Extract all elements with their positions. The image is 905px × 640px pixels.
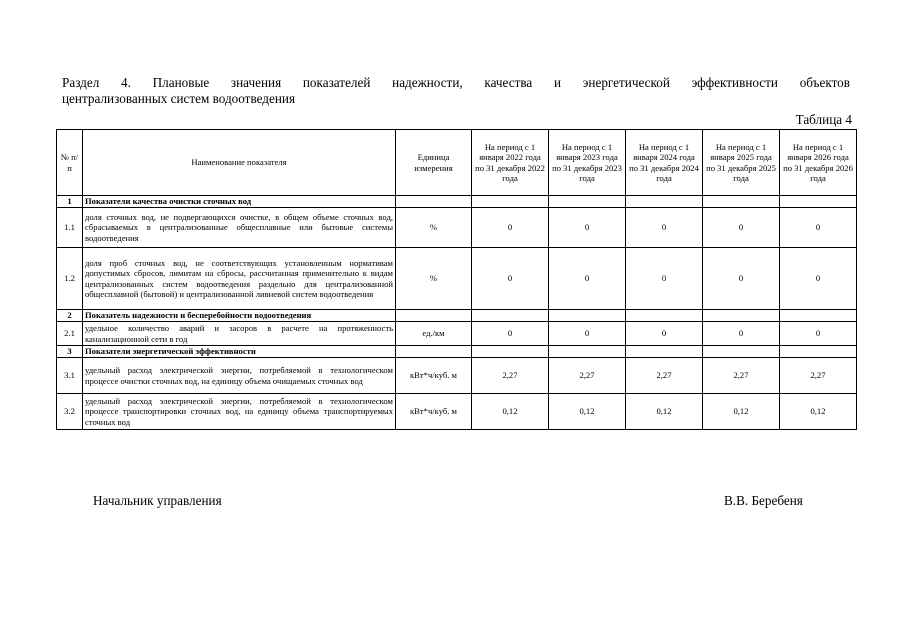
row-num: 3.2	[57, 394, 83, 430]
row-value-2022: 0,12	[472, 394, 549, 430]
row-value-2024: 0	[626, 322, 703, 346]
section-heading	[62, 75, 850, 107]
row-num: 3.1	[57, 358, 83, 394]
table-row	[57, 248, 857, 310]
header-num: № п/п	[57, 130, 83, 196]
header-period-2022: На период с 1 января 2022 года по 31 декабря 2022 года	[472, 130, 549, 196]
section-num: 2	[57, 310, 83, 322]
row-unit: кВт*ч/куб. м	[396, 358, 472, 394]
row-value-2026: 0	[780, 248, 857, 310]
header-period-2025: На период с 1 января 2025 года по 31 декабря 2025 года	[703, 130, 780, 196]
row-value-2024: 0	[626, 248, 703, 310]
row-value-2024: 0,12	[626, 394, 703, 430]
row-value-2025: 0,12	[703, 394, 780, 430]
section-title: Показатели качества очистки сточных вод	[83, 196, 396, 208]
row-unit: %	[396, 248, 472, 310]
row-value-2023: 0	[549, 208, 626, 248]
row-num: 1.1	[57, 208, 83, 248]
section-heading-line-1: Раздел 4. Плановые значения показателей надежности, качества и энергетической эффективности объектов	[62, 75, 850, 90]
section-row	[57, 346, 857, 358]
table-row	[57, 322, 857, 346]
row-name: доля сточных вод, не подвергающихся очистке, в общем объеме сточных вод, сбрасываемых в централизованные общесплавные или бытовые системы водоотведения	[83, 208, 396, 248]
row-value-2026: 0	[780, 208, 857, 248]
row-value-2023: 0,12	[549, 394, 626, 430]
row-value-2025: 0	[703, 248, 780, 310]
row-num: 2.1	[57, 322, 83, 346]
row-unit: кВт*ч/куб. м	[396, 394, 472, 430]
row-value-2026: 0,12	[780, 394, 857, 430]
row-value-2025: 0	[703, 208, 780, 248]
signature-position: Начальник управления	[93, 493, 222, 508]
row-value-2026: 0	[780, 322, 857, 346]
header-period-2023: На период с 1 января 2023 года по 31 декабря 2023 года	[549, 130, 626, 196]
header-unit: Единица измерения	[396, 130, 472, 196]
row-name: доля проб сточных вод, не соответствующих установленным нормативам допустимых сбросов, лимитам на сбросы, рассчитанная применительно к видам централизованных систем водоотведения раздельно для централизованной общесплавной (бытовой) и централизованной ливневой систем водоотведения	[83, 248, 396, 310]
signature-name: В.В. Беребеня	[724, 493, 803, 508]
row-value-2026: 2,27	[780, 358, 857, 394]
row-unit: %	[396, 208, 472, 248]
row-value-2022: 0	[472, 322, 549, 346]
row-value-2025: 0	[703, 322, 780, 346]
row-value-2022: 0	[472, 208, 549, 248]
section-row	[57, 310, 857, 322]
row-value-2024: 0	[626, 208, 703, 248]
section-title: Показатель надежности и бесперебойности водоотведения	[83, 310, 396, 322]
indicators-table	[56, 129, 857, 430]
row-name: удельный расход электрической энергии, потребляемой в технологическом процессе транспортировки сточных вод, на единицу объема транспортируемых сточных вод	[83, 394, 396, 430]
row-num: 1.2	[57, 248, 83, 310]
section-num: 3	[57, 346, 83, 358]
row-value-2025: 2,27	[703, 358, 780, 394]
row-value-2022: 2,27	[472, 358, 549, 394]
row-name: удельный расход электрической энергии, потребляемой в технологическом процессе очистки сточных вод, на единицу объема очищаемых сточных вод	[83, 358, 396, 394]
section-title: Показатели энергетической эффективности	[83, 346, 396, 358]
section-row	[57, 196, 857, 208]
table-header-row	[57, 130, 857, 196]
row-name: удельное количество аварий и засоров в расчете на протяженность канализационной сети в год	[83, 322, 396, 346]
section-num: 1	[57, 196, 83, 208]
header-period-2026: На период с 1 января 2026 года по 31 декабря 2026 года	[780, 130, 857, 196]
table-caption: Таблица 4	[795, 112, 852, 127]
row-value-2023: 2,27	[549, 358, 626, 394]
section-heading-line-2: централизованных систем водоотведения	[62, 91, 296, 106]
header-name: Наименование показателя	[83, 130, 396, 196]
header-period-2024: На период с 1 января 2024 года по 31 декабря 2024 года	[626, 130, 703, 196]
table-row	[57, 358, 857, 394]
row-value-2024: 2,27	[626, 358, 703, 394]
table-row	[57, 394, 857, 430]
row-unit: ед./км	[396, 322, 472, 346]
row-value-2023: 0	[549, 322, 626, 346]
row-value-2022: 0	[472, 248, 549, 310]
row-value-2023: 0	[549, 248, 626, 310]
table-row	[57, 208, 857, 248]
